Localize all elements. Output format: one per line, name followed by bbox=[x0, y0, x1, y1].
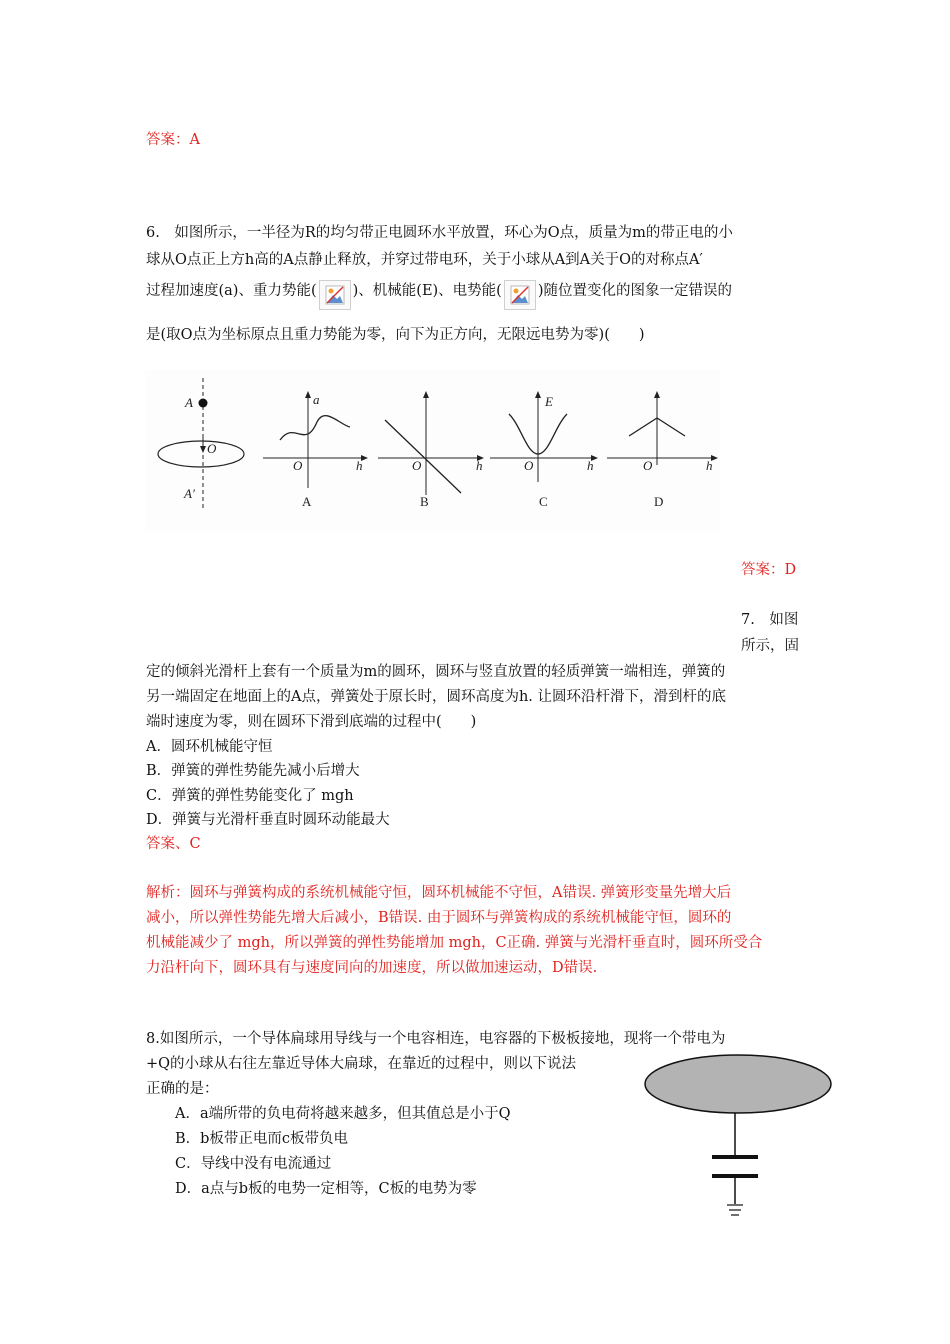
q7-analysis-line2: 减小，所以弹性势能先增大后减小，B错误. 由于圆环与弹簧构成的系统机械能守恒，圆环的 bbox=[146, 910, 732, 926]
q7-option-c: C．弹簧的弹性势能变化了 mgh bbox=[146, 788, 354, 804]
q8-option-d: D．a点与b板的电势一定相等，C板的电势为零 bbox=[175, 1181, 477, 1197]
graph-a-origin: O bbox=[293, 458, 303, 473]
q7-line3: 端时速度为零，则在圆环下滑到底端的过程中( ) bbox=[146, 714, 477, 730]
broken-image-icon bbox=[319, 280, 351, 310]
q6-line1: 6. 如图所示，一半径为R的均匀带正电圆环水平放置，环心为O点，质量为m的带正电的小 bbox=[146, 225, 733, 241]
fig-label-O: O bbox=[207, 441, 217, 456]
q7-answer: 答案、C bbox=[146, 836, 201, 852]
graph-a-xlabel: h bbox=[356, 458, 363, 473]
q8-line1: 8.如图所示，一个导体扁球用导线与一个电容相连，电容器的下极板接地，现将一个带电为 bbox=[146, 1031, 726, 1047]
q7-number-cont: 所示，固 bbox=[741, 638, 799, 654]
graph-a-curve bbox=[280, 416, 350, 440]
graph-a-ylabel: a bbox=[313, 392, 320, 407]
q6-line3-part1: 过程加速度(a)、重力势能( bbox=[146, 283, 317, 299]
q6-line2: 球从O点正上方h高的A点静止释放，并穿过带电环，关于小球从A到A关于O的对称点A′ bbox=[146, 252, 703, 268]
graph-b-caption: B bbox=[420, 494, 429, 509]
q6-line4: 是(取O点为坐标原点且重力势能为零，向下为正方向，无限远电势为零)( ) bbox=[146, 327, 645, 343]
graph-d-caption: D bbox=[654, 494, 664, 509]
graph-c-caption: C bbox=[539, 494, 548, 509]
q6-line3 bbox=[146, 276, 732, 306]
fig-label-A-prime: A′ bbox=[184, 486, 195, 501]
q7-option-d: D．弹簧与光滑杆垂直时圆环动能最大 bbox=[146, 812, 390, 828]
q7-option-b: B．弹簧的弹性势能先减小后增大 bbox=[146, 763, 360, 779]
graph-c-origin: O bbox=[524, 458, 534, 473]
q8-line3: 正确的是： bbox=[146, 1081, 219, 1097]
q7-analysis-line4: 力沿杆向下，圆环具有与速度同向的加速度，所以做加速运动，D错误. bbox=[146, 960, 598, 976]
q8-line2: +Q的小球从右往左靠近导体大扁球，在靠近的过程中，则以下说法 bbox=[146, 1056, 577, 1072]
answer-top: 答案：A bbox=[146, 132, 200, 148]
graph-d-xlabel: h bbox=[706, 458, 713, 473]
graph-d-origin: O bbox=[643, 458, 653, 473]
q8-option-a: A．a端所带的负电荷将越来越多，但其值总是小于Q bbox=[175, 1106, 511, 1122]
broken-image-icon bbox=[504, 280, 536, 310]
q6-line3-part3: )随位置变化的图象一定错误的 bbox=[537, 283, 732, 299]
q8-option-c: C．导线中没有电流通过 bbox=[175, 1156, 332, 1172]
graph-c-ylabel: E bbox=[545, 394, 553, 409]
graph-a-caption: A bbox=[302, 494, 312, 509]
graph-c-xlabel: h bbox=[587, 458, 594, 473]
fig-label-A: A bbox=[185, 395, 193, 410]
q7-option-a: A．圆环机械能守恒 bbox=[146, 739, 273, 755]
q7-line1: 定的倾斜光滑杆上套有一个质量为m的圆环，圆环与竖直放置的轻质弹簧一端相连，弹簧的 bbox=[146, 664, 726, 680]
q6-figure bbox=[145, 370, 720, 533]
q8-option-b: B．b板带正电而c板带负电 bbox=[175, 1131, 349, 1147]
q6-line3-part2: )、机械能(E)、电势能( bbox=[352, 283, 502, 299]
graph-b-xlabel: h bbox=[476, 458, 483, 473]
q7-analysis-line1: 解析：圆环与弹簧构成的系统机械能守恒，圆环机械能不守恒，A错误. 弹簧形变量先增大后 bbox=[146, 885, 732, 901]
q7-line2: 另一端固定在地面上的A点，弹簧处于原长时，圆环高度为h. 让圆环沿杆滑下，滑到杆的底 bbox=[146, 689, 727, 705]
q7-analysis-line3: 机械能减少了 mgh，所以弹簧的弹性势能增加 mgh，C正确. 弹簧与光滑杆垂直时，圆环所受合 bbox=[146, 935, 763, 951]
graph-b-line bbox=[385, 420, 461, 493]
q8-capacitor-diagram bbox=[640, 1052, 840, 1227]
conductor-sphere bbox=[645, 1055, 831, 1113]
q6-answer: 答案：D bbox=[741, 562, 797, 578]
graph-b-origin: O bbox=[412, 458, 422, 473]
q7-number: 7. 如图 bbox=[741, 612, 799, 628]
